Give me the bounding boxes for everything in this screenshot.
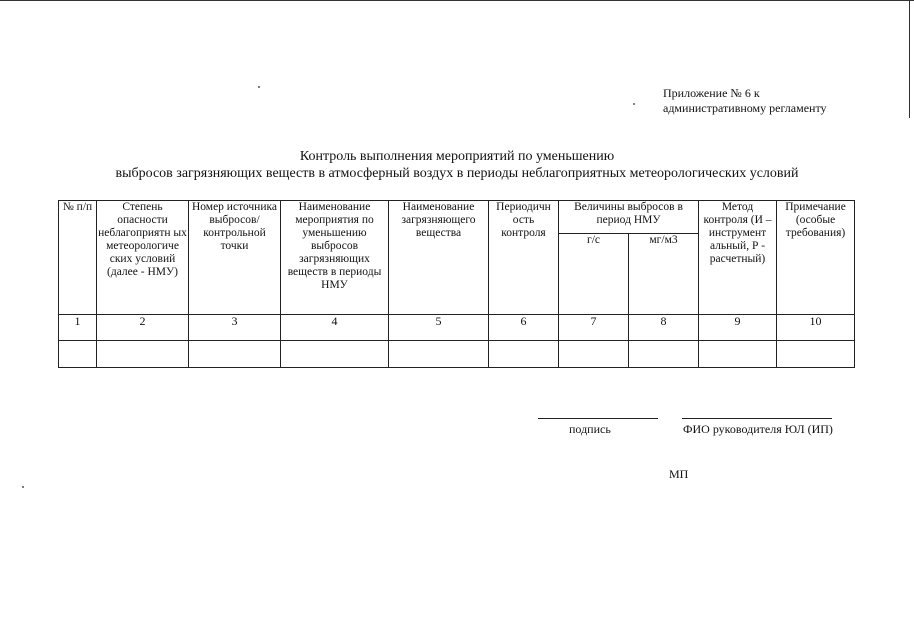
scan-speck	[22, 486, 24, 488]
empty-cell[interactable]	[189, 341, 281, 368]
empty-cell[interactable]	[97, 341, 189, 368]
title-line-1: Контроль выполнения мероприятий по уменьшению	[299, 149, 615, 164]
empty-cell[interactable]	[559, 341, 629, 368]
appendix-line-1: Приложение № 6 к	[663, 86, 760, 100]
control-table	[58, 200, 855, 368]
column-number: 1	[59, 315, 97, 341]
name-line[interactable]	[682, 418, 832, 419]
column-number: 10	[777, 315, 855, 341]
empty-cell[interactable]	[59, 341, 97, 368]
column-number: 7	[559, 315, 629, 341]
header-unit-gs: г/с	[559, 234, 629, 315]
header-hazard-level: Степень опасности неблагоприятн ых метеорологиче ских условий (далее - НМУ)	[97, 201, 189, 315]
header-unit-mgm3: мг/м3	[629, 234, 699, 315]
top-edge-line	[0, 0, 914, 1]
column-number: 6	[489, 315, 559, 341]
empty-cell[interactable]	[777, 341, 855, 368]
empty-cell[interactable]	[629, 341, 699, 368]
header-control-method: Метод контроля (И – инструмент альный, Р - расчетный)	[699, 201, 777, 315]
column-number: 5	[389, 315, 489, 341]
signature-line[interactable]	[538, 418, 658, 419]
header-emission-values: Величины выбросов в период НМУ	[559, 201, 699, 234]
table-row	[59, 341, 855, 368]
empty-cell[interactable]	[699, 341, 777, 368]
appendix-line-2: административному регламенту	[663, 101, 827, 115]
appendix-note	[663, 86, 827, 116]
header-pollutant-name: Наименование загрязняющего вещества	[389, 201, 489, 315]
empty-cell[interactable]	[489, 341, 559, 368]
scan-speck	[633, 103, 635, 105]
name-label: ФИО руководителя ЮЛ (ИП)	[683, 422, 833, 436]
signature-label: подпись	[569, 422, 611, 436]
header-number: № п/п	[59, 201, 97, 315]
header-control-frequency: Периодичн ость контроля	[489, 201, 559, 315]
header-source-number: Номер источника выбросов/ контрольной точки	[189, 201, 281, 315]
title-line-2: выбросов загрязняющих веществ в атмосферный воздух в периоды неблагоприятных метеорологических условий	[115, 166, 799, 181]
column-number: 8	[629, 315, 699, 341]
document-title	[40, 148, 874, 182]
column-number: 3	[189, 315, 281, 341]
column-number: 9	[699, 315, 777, 341]
column-number-row	[59, 315, 855, 341]
right-edge-line	[909, 0, 910, 118]
empty-cell[interactable]	[281, 341, 389, 368]
stamp-place: МП	[669, 467, 689, 481]
column-number: 2	[97, 315, 189, 341]
header-note: Примечание (особые требования)	[777, 201, 855, 315]
column-number: 4	[281, 315, 389, 341]
header-measure-name: Наименование мероприятия по уменьшению выбросов загрязняющих веществ в периоды НМУ	[281, 201, 389, 315]
empty-cell[interactable]	[389, 341, 489, 368]
scan-speck	[258, 86, 260, 88]
